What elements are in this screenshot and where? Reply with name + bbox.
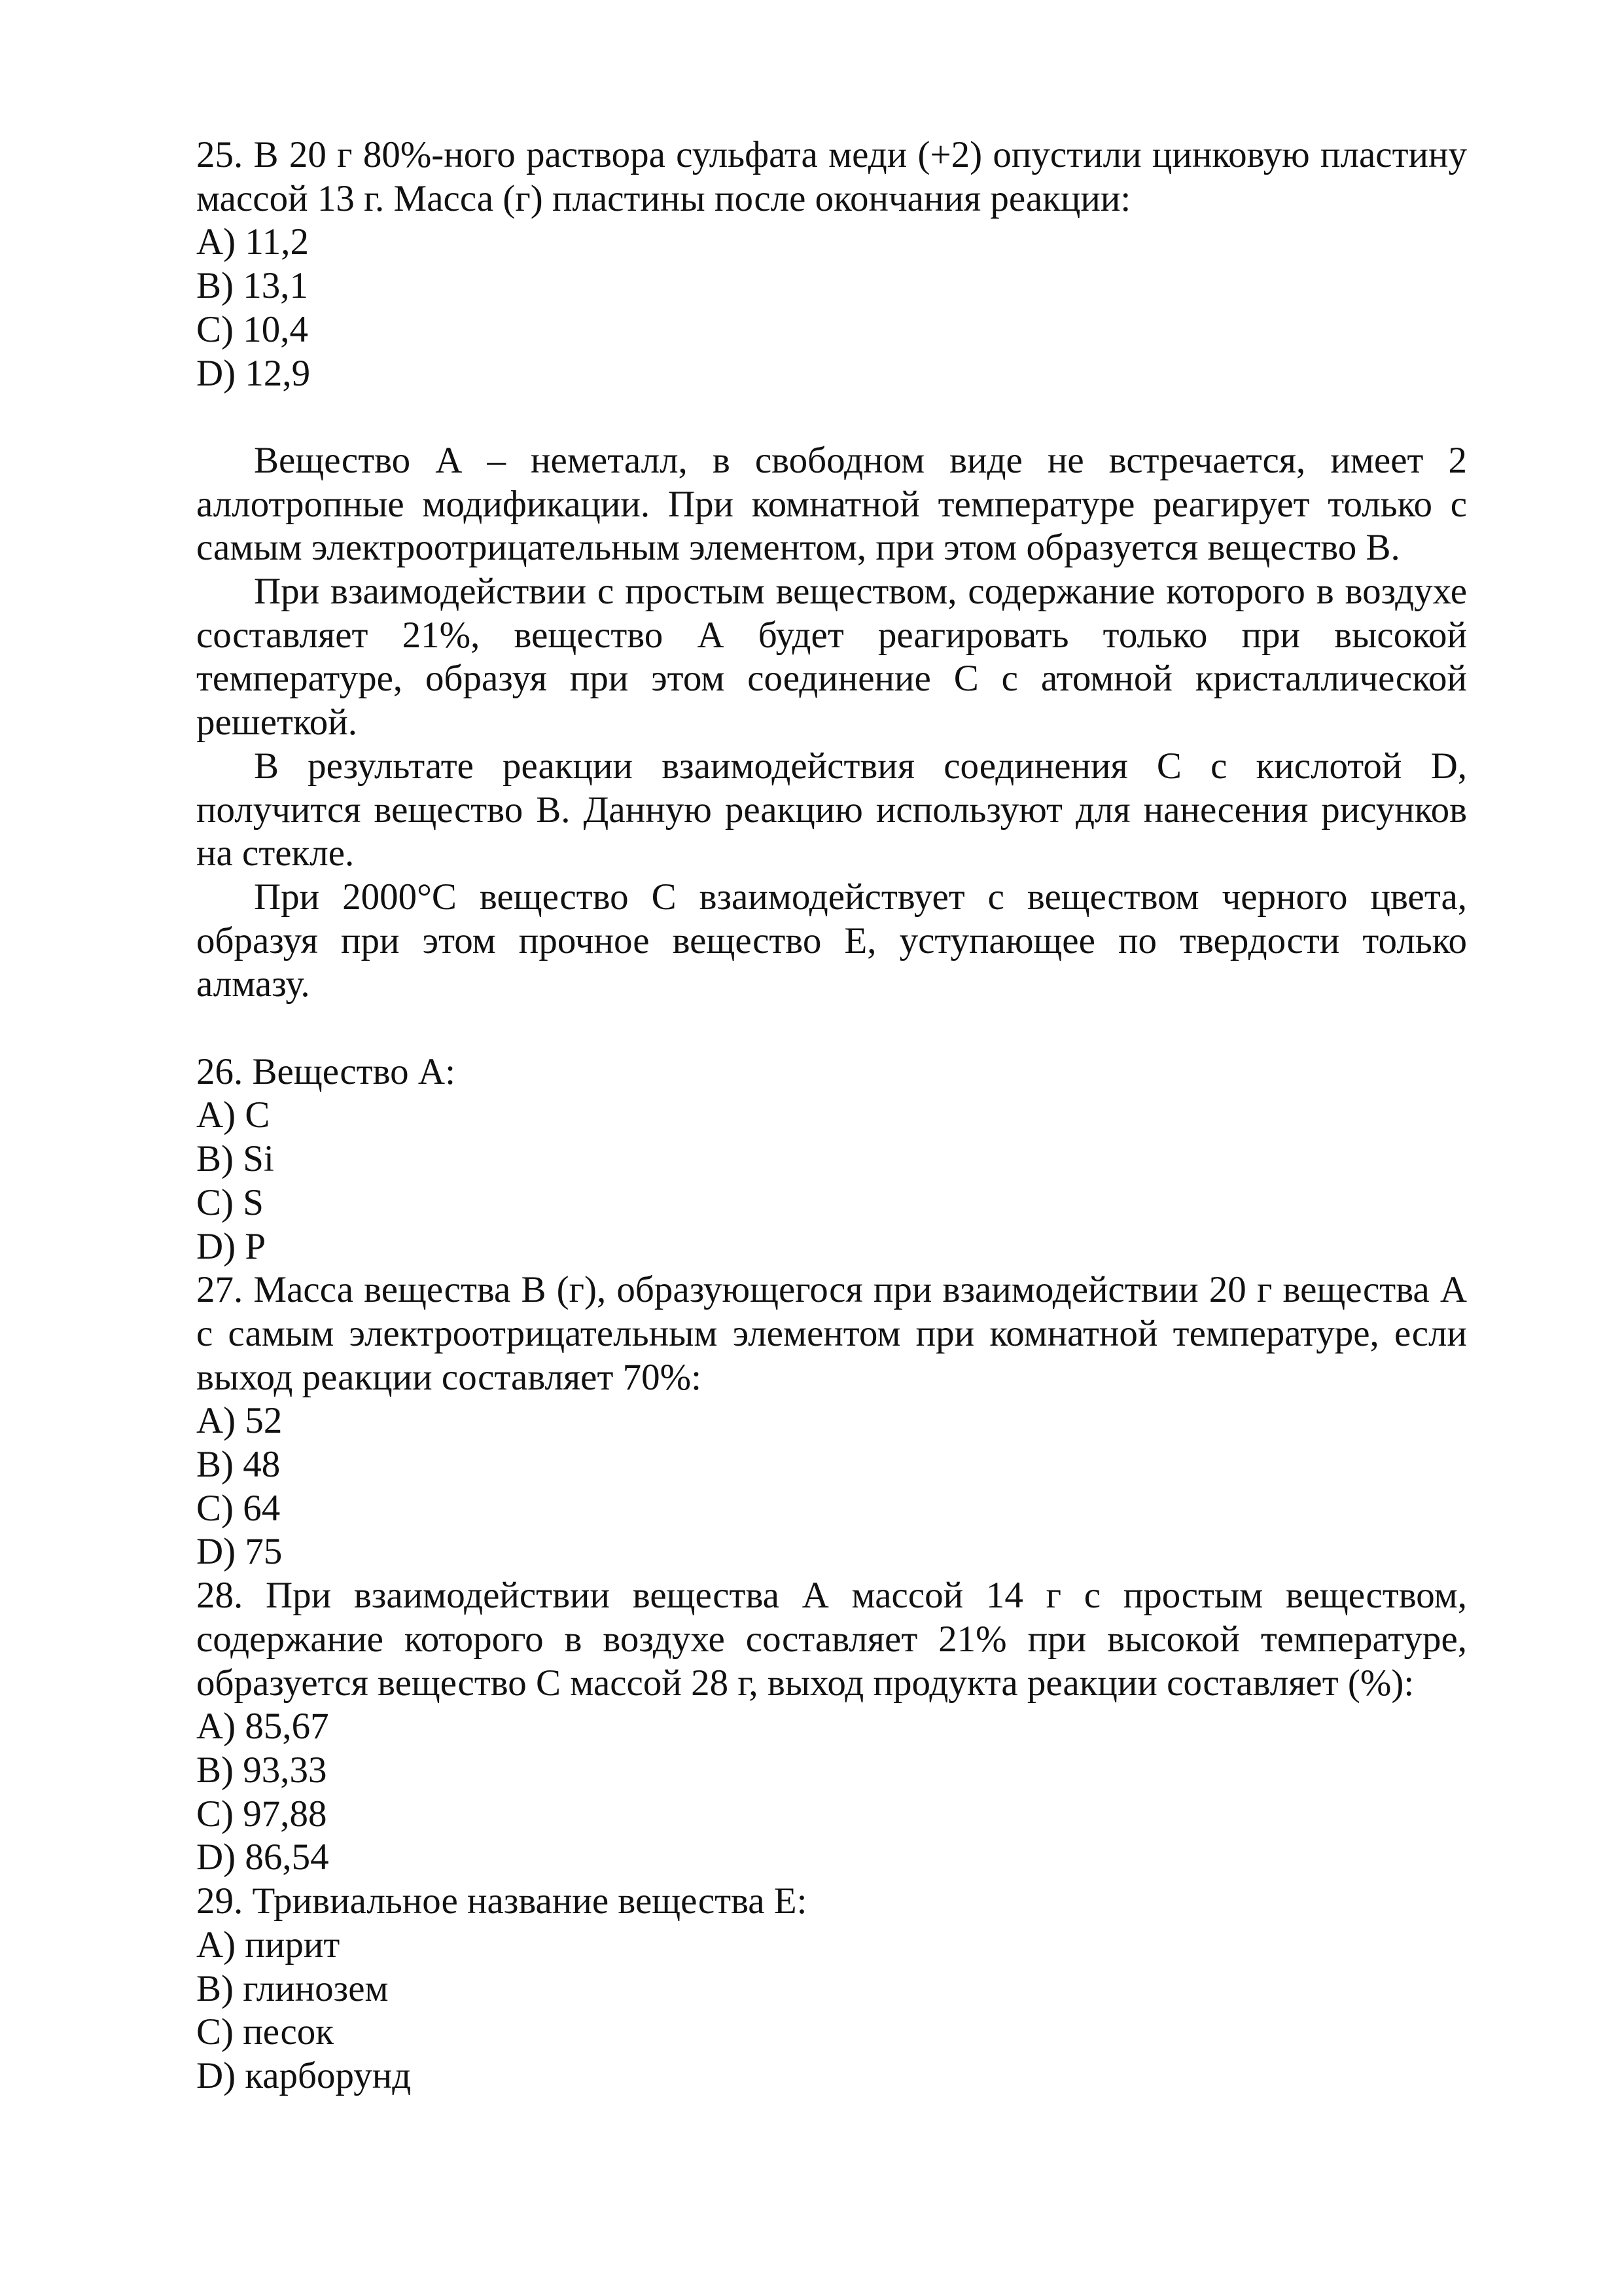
- question-29-option-b: B) глинозем: [196, 1967, 389, 2009]
- question-29-text: 29. Тривиальное название вещества Е:: [196, 1880, 807, 1922]
- document-page: [196, 134, 1467, 2098]
- question-28-option-d: D) 86,54: [196, 1837, 329, 1878]
- question-27-option-c: C) 64: [196, 1487, 281, 1529]
- question-27-option-d: D) 75: [196, 1531, 283, 1573]
- question-25: [196, 134, 1467, 395]
- question-25-option-d: D) 12,9: [196, 352, 311, 394]
- question-29: [196, 1880, 1467, 2098]
- question-27: [196, 1268, 1467, 1574]
- question-28-text: 28. При взаимодействии вещества А массой 14 г с простым веществом, содержание которого в воздухе составляет 21% при высокой температуре, образуется вещество С массой 28 г, выход продукта реакции составляет (%):: [196, 1575, 1467, 1704]
- passage-paragraph: При 2000°С вещество С взаимодействует с веществом черного цвета, образуя при этом прочное вещество Е, уступающее по твердости только алмазу.: [196, 876, 1467, 1005]
- passage-paragraph: Вещество А – неметалл, в свободном виде не встречается, имеет 2 аллотропные модификации. При комнатной температуре реагирует только с самым электроотрицательным элементом, при этом образуется вещество В.: [196, 439, 1467, 569]
- passage-paragraph: При взаимодействии с простым веществом, содержание которого в воздухе составляет 21%, вещество А будет реагировать только при высокой температуре, образуя при этом соединение С с атомной кристаллической решеткой.: [196, 571, 1467, 744]
- question-27-text: 27. Масса вещества В (г), образующегося при взаимодействии 20 г вещества А с самым электроотрицательным элементом при комнатной температуре, если выход реакции составляет 70%:: [196, 1269, 1467, 1398]
- question-28-option-a: A) 85,67: [196, 1706, 329, 1748]
- question-29-option-a: A) пирит: [196, 1924, 340, 1965]
- question-28-option-c: C) 97,88: [196, 1793, 327, 1835]
- question-26-option-a: A) C: [196, 1094, 270, 1136]
- question-25-option-b: B) 13,1: [196, 265, 308, 307]
- question-27-option-a: A) 52: [196, 1400, 283, 1442]
- passage: [196, 439, 1467, 1007]
- question-26-text: 26. Вещество А:: [196, 1050, 455, 1092]
- question-25-option-a: A) 11,2: [196, 221, 309, 263]
- question-26-option-b: B) Si: [196, 1138, 274, 1180]
- question-27-option-b: B) 48: [196, 1444, 281, 1486]
- question-25-option-c: C) 10,4: [196, 308, 308, 350]
- question-25-text: 25. В 20 г 80%-ного раствора сульфата меди (+2) опустили цинковую пластину массой 13 г. Масса (г) пластины после окончания реакции:: [196, 134, 1467, 219]
- question-26-option-d: D) P: [196, 1225, 266, 1267]
- question-26-option-c: C) S: [196, 1181, 264, 1223]
- question-29-option-c: C) песок: [196, 2011, 334, 2053]
- passage-paragraph: В результате реакции взаимодействия соединения С с кислотой D, получится вещество В. Данную реакцию используют для нанесения рисунков на стекле.: [196, 745, 1467, 874]
- question-29-option-d: D) карборунд: [196, 2054, 412, 2096]
- question-28: [196, 1574, 1467, 1880]
- question-26: [196, 1050, 1467, 1269]
- spacer: [196, 395, 1467, 439]
- spacer: [196, 1007, 1467, 1050]
- question-28-option-b: B) 93,33: [196, 1749, 327, 1791]
